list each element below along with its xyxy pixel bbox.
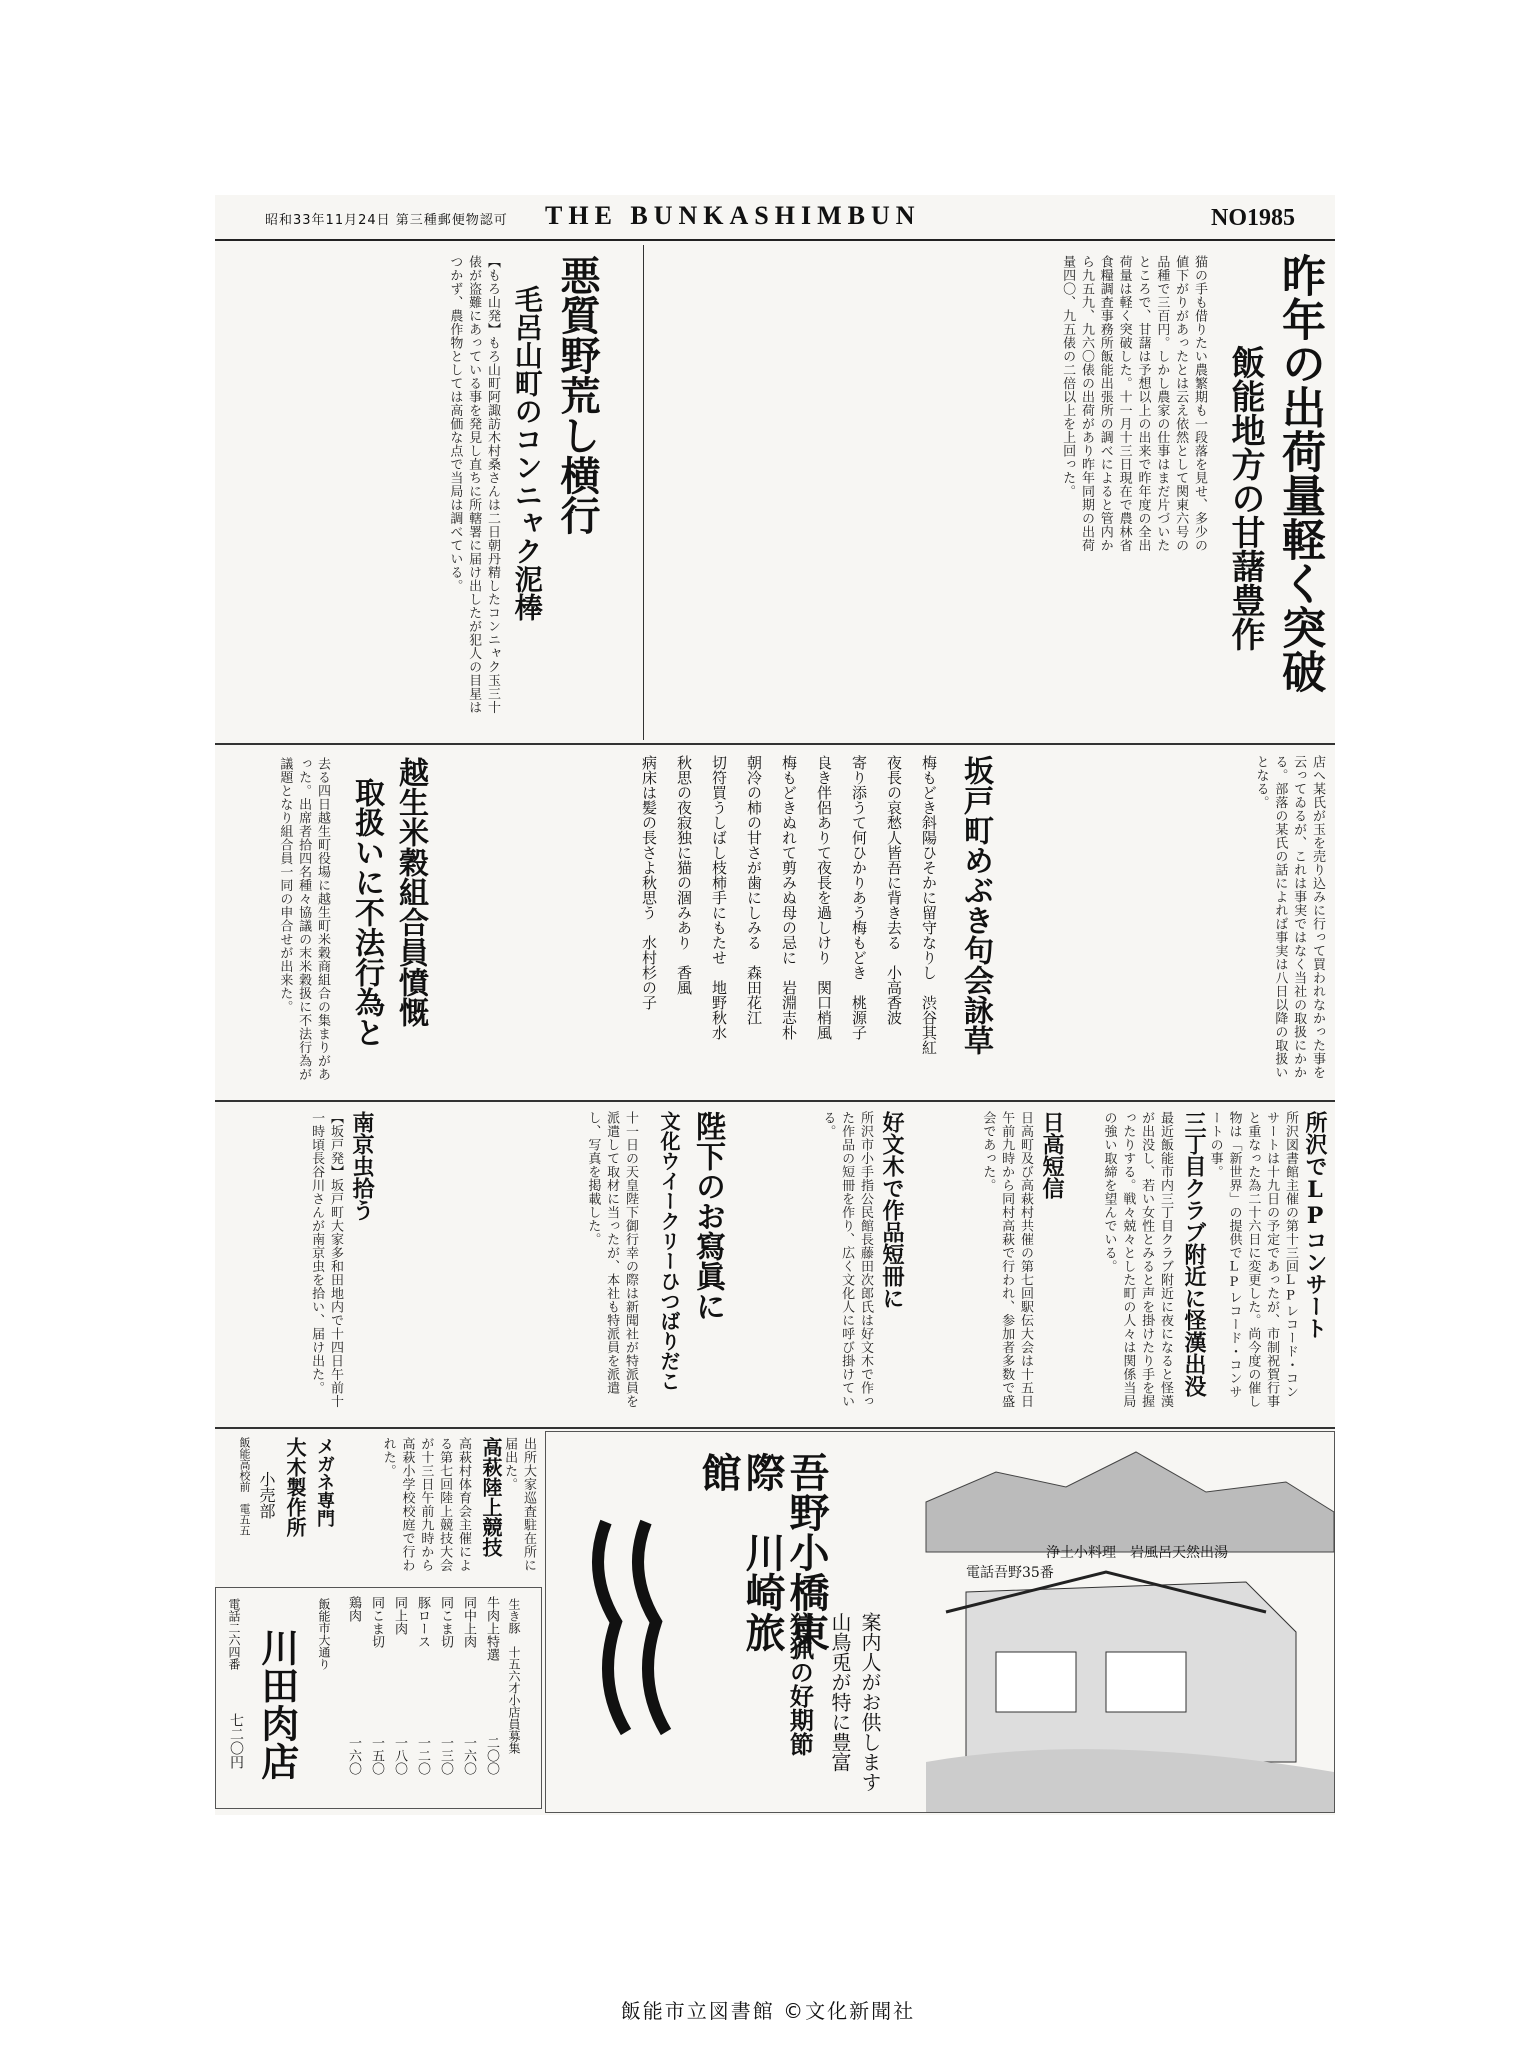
hidaka-headline: 日高短信 bbox=[1039, 1111, 1065, 1199]
kobun-article bbox=[735, 1103, 910, 1423]
haiku-list bbox=[639, 755, 940, 1085]
haiku-headline: 坂戸町めぶき句会詠草 bbox=[958, 755, 993, 1055]
kome-article bbox=[215, 747, 433, 1097]
price-item-value: 一六〇 bbox=[346, 1736, 361, 1775]
price-item bbox=[344, 1596, 363, 1796]
price-item-name: 同こま切 bbox=[438, 1596, 453, 1648]
megane-shop: メガネ専門 bbox=[314, 1437, 335, 1527]
ryokan-line3: 案内人がお供します bbox=[858, 1612, 882, 1792]
lead-subhead: 飯能地方の甘藷豊作 bbox=[1225, 345, 1265, 651]
heika-article bbox=[385, 1103, 730, 1423]
price-item-name: 同中上肉 bbox=[461, 1596, 476, 1648]
hidaka-body: 日高町及び高萩村共催の第七回駅伝大会は十五日午前九時から同村高萩で行われ、参加者多数で盛会であった。 bbox=[980, 1111, 1033, 1408]
masthead bbox=[215, 195, 1335, 241]
sanchome-body: 最近飯能市内三丁目クラブ附近に夜になると怪漢が出没し、若い女性とみると声を掛けたり手を握ったりする。戦々兢々とした町の人々は関係当局の強い取締を望んでいる。 bbox=[1101, 1111, 1173, 1408]
megane-sub: 小売部 bbox=[257, 1471, 276, 1519]
megane-ad bbox=[215, 1431, 340, 1581]
kome-headline: 越生米穀組合員憤慨 bbox=[393, 757, 428, 1027]
kawada-ad bbox=[215, 1587, 542, 1809]
kome-subhead: 取扱いに不法行為と bbox=[349, 777, 384, 1047]
price-item-value: 一八〇 bbox=[392, 1736, 407, 1775]
tama-article bbox=[1005, 747, 1333, 1097]
nankin-body: 【坂戸発】坂戸町大家多和田地内で十四日午前十一時頃長谷川さんが南京虫を拾い、届け出た。 bbox=[309, 1111, 343, 1408]
ryokan-name: 吾野小橋東際 川崎旅館 bbox=[695, 1452, 830, 1652]
shuudan-body: 出所大家巡査駐在所に届出た。 bbox=[502, 1437, 536, 1572]
price-item-value: 二〇〇 bbox=[484, 1736, 499, 1775]
nankin-headline: 南京虫拾う bbox=[349, 1111, 375, 1221]
horizontal-rule bbox=[215, 1427, 1335, 1429]
lead-body: 猫の手も借りたい農繁期も一段落を見せ、多少の値下がりがあったとは云え依然として関東六号の品種で三百円。しかし農家の仕事はまだ片づいたところで、甘藷は予想以上の出来で昨年度の全出荷量は軽く突破した。十一月十三日現在で農林省食糧調査事務所飯能出張所の調べによると管内から九五九、九六〇俵の出荷があり昨年同期の出荷量四〇、九五俵の二倍以上を上回った。 bbox=[1060, 255, 1207, 552]
takahagi-article bbox=[343, 1431, 508, 1581]
ryokan-line2: 山鳥兎が特に豊富 bbox=[828, 1612, 852, 1772]
nankin-article bbox=[215, 1103, 380, 1423]
haiku-line: 夜長の哀愁人皆吾に背き去る 小高香波 bbox=[885, 755, 903, 1025]
newspaper-title: THE BUNKASHIMBUN bbox=[545, 201, 921, 230]
column-divider bbox=[643, 245, 644, 740]
price-item-value: 一五〇 bbox=[369, 1736, 384, 1775]
price-item bbox=[367, 1596, 386, 1796]
hidaka-article bbox=[915, 1103, 1070, 1423]
akushitsu-article bbox=[215, 245, 643, 740]
ryokan-ad bbox=[545, 1431, 1335, 1813]
kawada-name: 川田肉店 bbox=[254, 1628, 300, 1780]
kawada-price-list bbox=[344, 1596, 501, 1796]
ryokan-illustration bbox=[546, 1432, 1334, 1812]
akushitsu-headline: 悪質野荒し横行 bbox=[554, 255, 601, 535]
kobun-body: 所沢市小手指公民館長藤田次郎氏は好文木で作った作品の短冊を作り、広く文化人に呼び掛けている。 bbox=[820, 1111, 873, 1408]
haiku-article bbox=[435, 747, 1000, 1097]
lp-article bbox=[1207, 1103, 1333, 1423]
price-item-value: 一三〇 bbox=[438, 1736, 453, 1775]
price-item-value: 一二〇 bbox=[415, 1736, 430, 1775]
price-item-value: 一六〇 bbox=[461, 1736, 476, 1775]
ryokan-tag: 狩猟の好期節 bbox=[785, 1612, 815, 1756]
kawada-phone: 電話二六四番 bbox=[227, 1598, 241, 1670]
newspaper-page bbox=[215, 195, 1335, 1815]
price-item bbox=[436, 1596, 455, 1796]
kawada-extra-price: 七二〇円 bbox=[228, 1713, 244, 1769]
takahagi-headline: 高萩陸上競技 bbox=[479, 1437, 503, 1557]
horizontal-rule bbox=[215, 1100, 1335, 1102]
haiku-line: 梅もどきぬれて剪みぬ母の忌に 岩淵志朴 bbox=[780, 755, 798, 1040]
horizontal-rule bbox=[215, 743, 1335, 745]
kawada-address: 飯能市大通り bbox=[317, 1598, 331, 1670]
lp-headline: 所沢でLPコンサート bbox=[1302, 1111, 1328, 1339]
shuudan-note bbox=[502, 1431, 541, 1581]
library-credit: 飯能市立図書館 ©文化新聞社 bbox=[620, 1999, 916, 2023]
haiku-line: 病床は髪の長さよ秋思う 水村杉の子 bbox=[640, 755, 658, 1010]
lead-article bbox=[645, 245, 1333, 765]
takahagi-body: 高萩村体育会主催による第七回陸上競技大会が十三日午前九時から高萩小学校校庭で行われた。 bbox=[380, 1437, 471, 1572]
haiku-line: 切符買うしばし枝柿手にもたせ 地野秋水 bbox=[710, 755, 728, 1040]
price-item bbox=[459, 1596, 478, 1796]
date-line: 昭和33年11月24日 第三種郵便物認可 bbox=[265, 213, 508, 228]
issue-number: NO1985 bbox=[1211, 205, 1295, 231]
lp-body: 所沢図書館主催の第十三回LPレコード・コンサートは十九日の予定であったが、市制祝賀行事と重なった為二十六日に変更した。尚今度の催し物は「新世界」の提供でLPレコード・コンサートの事。 bbox=[1207, 1111, 1298, 1408]
sanchome-article bbox=[1075, 1103, 1210, 1423]
price-item-name: 同こま切 bbox=[369, 1596, 384, 1648]
haiku-line: 朝冷の柿の甘さが歯にしみる 森田花江 bbox=[745, 755, 763, 1025]
megane-address: 飯能高校前 電五五 bbox=[238, 1437, 251, 1536]
kome-body: 去る四日越生町役場に越生町米穀商組合の集まりがあった。出席者拾四名種々協議の末米穀扱に不法行為が議題となり組合員一同の申合せが出来た。 bbox=[277, 757, 330, 1081]
lead-headline: 昨年の出荷量軽く突破 bbox=[1274, 253, 1325, 693]
price-item bbox=[390, 1596, 409, 1796]
heika-subhead: 文化ウイークリーひつばりだこ bbox=[657, 1111, 681, 1391]
tama-body: 店へ某氏が玉を売り込みに行って買われなかった事を云ってゐるが、これは事実ではなく当社の取扱にかかる。部落の某氏の話によれば事実は八日以降の取扱いとなる。 bbox=[1253, 755, 1325, 1079]
price-item-name: 同上肉 bbox=[392, 1596, 407, 1635]
heika-body: 十一日の天皇陛下御行幸の際は新聞社が特派員を派遣して取材に当ったが、本社も特派員を派遣し、写真を掲載した。 bbox=[585, 1111, 638, 1408]
price-item-name: 牛肉上特選 bbox=[484, 1596, 499, 1661]
ryokan-phone: 電話吾野35番 bbox=[966, 1565, 1054, 1581]
kobun-headline: 好文木で作品短冊に bbox=[879, 1111, 905, 1309]
haiku-line: 秋思の夜寂独に猫の涸みあり 香風 bbox=[675, 755, 693, 995]
ryokan-note: 浄土小料理 岩風呂天然出湯 bbox=[1046, 1545, 1228, 1561]
haiku-line: 良き伴侶ありて夜長を過しけり 関口梢風 bbox=[815, 755, 833, 1040]
heika-headline: 陛下のお寫眞に bbox=[690, 1111, 725, 1321]
price-item-name: 鶏肉 bbox=[346, 1596, 361, 1622]
haiku-line: 寄り添うて何ひかりあう梅もどき 桃源子 bbox=[850, 755, 868, 1040]
sanchome-headline: 三丁目クラブ附近に怪漢出没 bbox=[1181, 1111, 1207, 1397]
price-item bbox=[413, 1596, 432, 1796]
haiku-line: 梅もどき斜陽ひそかに留守なりし 渋谷其紅 bbox=[920, 755, 938, 1055]
price-item bbox=[482, 1596, 501, 1796]
kawada-extra: 生き豚 十五六才小店員募集 bbox=[507, 1598, 521, 1754]
akushitsu-body: 【もろ山発】もろ山町阿諏訪木村桑さんは二日朝丹精したコンニャク玉三十俵が盗難にあっている事を発見し直ちに所轄署に届け出したが犯人の目星はつかず、農作物としては高価な点で当局は調べている。 bbox=[447, 255, 500, 714]
megane-name: 大木製作所 bbox=[283, 1437, 307, 1537]
akushitsu-subhead: 毛呂山町のコンニャク泥棒 bbox=[510, 285, 544, 621]
price-item-name: 豚ロース bbox=[415, 1596, 430, 1648]
